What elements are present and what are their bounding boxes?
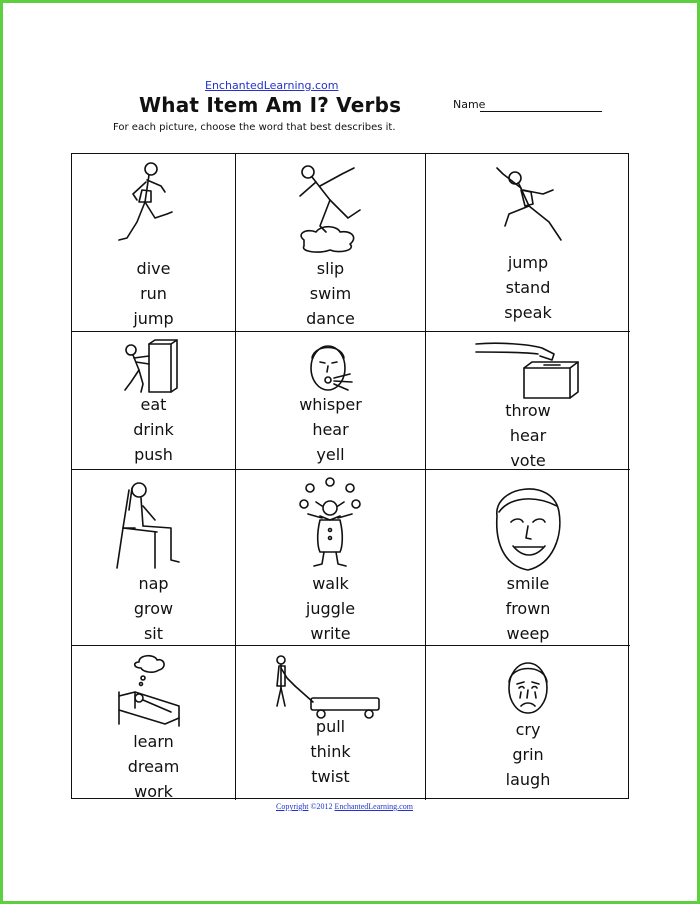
copyright-year: ©2012 — [308, 802, 335, 811]
answer-word: grow — [133, 599, 174, 618]
answer-word: hear — [312, 420, 349, 439]
juggling-clown-icon — [236, 476, 425, 571]
answer-word: stand — [505, 278, 551, 297]
woman-sitting-chair-icon — [72, 476, 235, 571]
answer-word: frown — [505, 599, 551, 618]
answer-word: jump — [133, 309, 174, 328]
page-title: What Item Am I? Verbs — [139, 93, 402, 117]
answer-word: drink — [133, 420, 174, 439]
footer-site-link[interactable]: EnchantedLearning.com — [334, 802, 413, 811]
answer-word: hear — [509, 426, 547, 445]
answer-word: cry — [515, 720, 541, 739]
answer-word: walk — [312, 574, 349, 593]
answer-word: sit — [143, 624, 164, 643]
answer-word: yell — [316, 445, 345, 464]
answer-word: laugh — [505, 770, 551, 789]
answer-word: dance — [306, 309, 355, 328]
worksheet-cell — [236, 470, 426, 646]
answer-word: nap — [138, 574, 169, 593]
running-man-icon — [72, 160, 235, 255]
answer-word: push — [134, 445, 173, 464]
worksheet-cell — [236, 332, 426, 470]
copyright-link[interactable]: Copyright — [276, 802, 309, 811]
copyright-footer — [276, 802, 413, 811]
answer-word: dive — [136, 259, 171, 278]
answer-word: vote — [510, 451, 546, 470]
crying-face-icon — [426, 660, 630, 716]
slipping-stick-figure-icon — [236, 160, 425, 255]
worksheet-cell — [236, 154, 426, 332]
answer-word: grin — [512, 745, 544, 764]
answer-word: speak — [504, 303, 552, 322]
answer-word: run — [140, 284, 167, 303]
answer-word: juggle — [305, 599, 356, 618]
name-blank-line — [480, 111, 602, 112]
answer-word: throw — [505, 401, 551, 420]
person-pushing-box-icon — [72, 338, 235, 398]
answer-word: work — [134, 782, 173, 801]
answer-word: swim — [309, 284, 352, 303]
answer-word: slip — [316, 259, 345, 278]
worksheet-cell — [426, 470, 630, 646]
worksheet-cell — [72, 154, 236, 332]
worksheet-cell — [426, 646, 630, 800]
worksheet-cell — [72, 646, 236, 800]
man-pulling-wagon-icon — [236, 652, 425, 722]
site-link[interactable]: EnchantedLearning.com — [205, 79, 339, 92]
answer-word: twist — [311, 767, 350, 786]
whispering-face-icon — [236, 338, 425, 398]
worksheet-cell — [72, 332, 236, 470]
worksheet-grid — [71, 153, 629, 799]
answer-word: pull — [315, 717, 346, 736]
smiling-face-icon — [426, 476, 630, 574]
answer-word: jump — [507, 253, 549, 272]
instructions: For each picture, choose the word that best describes it. — [113, 122, 396, 133]
answer-word: think — [310, 742, 351, 761]
worksheet-cell — [426, 154, 630, 332]
worksheet-cell — [426, 332, 630, 470]
worksheet-cell — [236, 646, 426, 800]
answer-word: weep — [506, 624, 550, 643]
answer-word: dream — [127, 757, 180, 776]
name-label: Name — [453, 98, 486, 111]
jumping-person-icon — [426, 160, 630, 250]
answer-word: write — [310, 624, 351, 643]
worksheet-cell — [72, 470, 236, 646]
answer-word: smile — [506, 574, 550, 593]
answer-word: eat — [140, 395, 167, 414]
answer-word: whisper — [299, 395, 362, 414]
answer-word: learn — [133, 732, 174, 751]
dreaming-in-bed-icon — [72, 652, 235, 732]
hand-voting-box-icon — [426, 338, 630, 404]
